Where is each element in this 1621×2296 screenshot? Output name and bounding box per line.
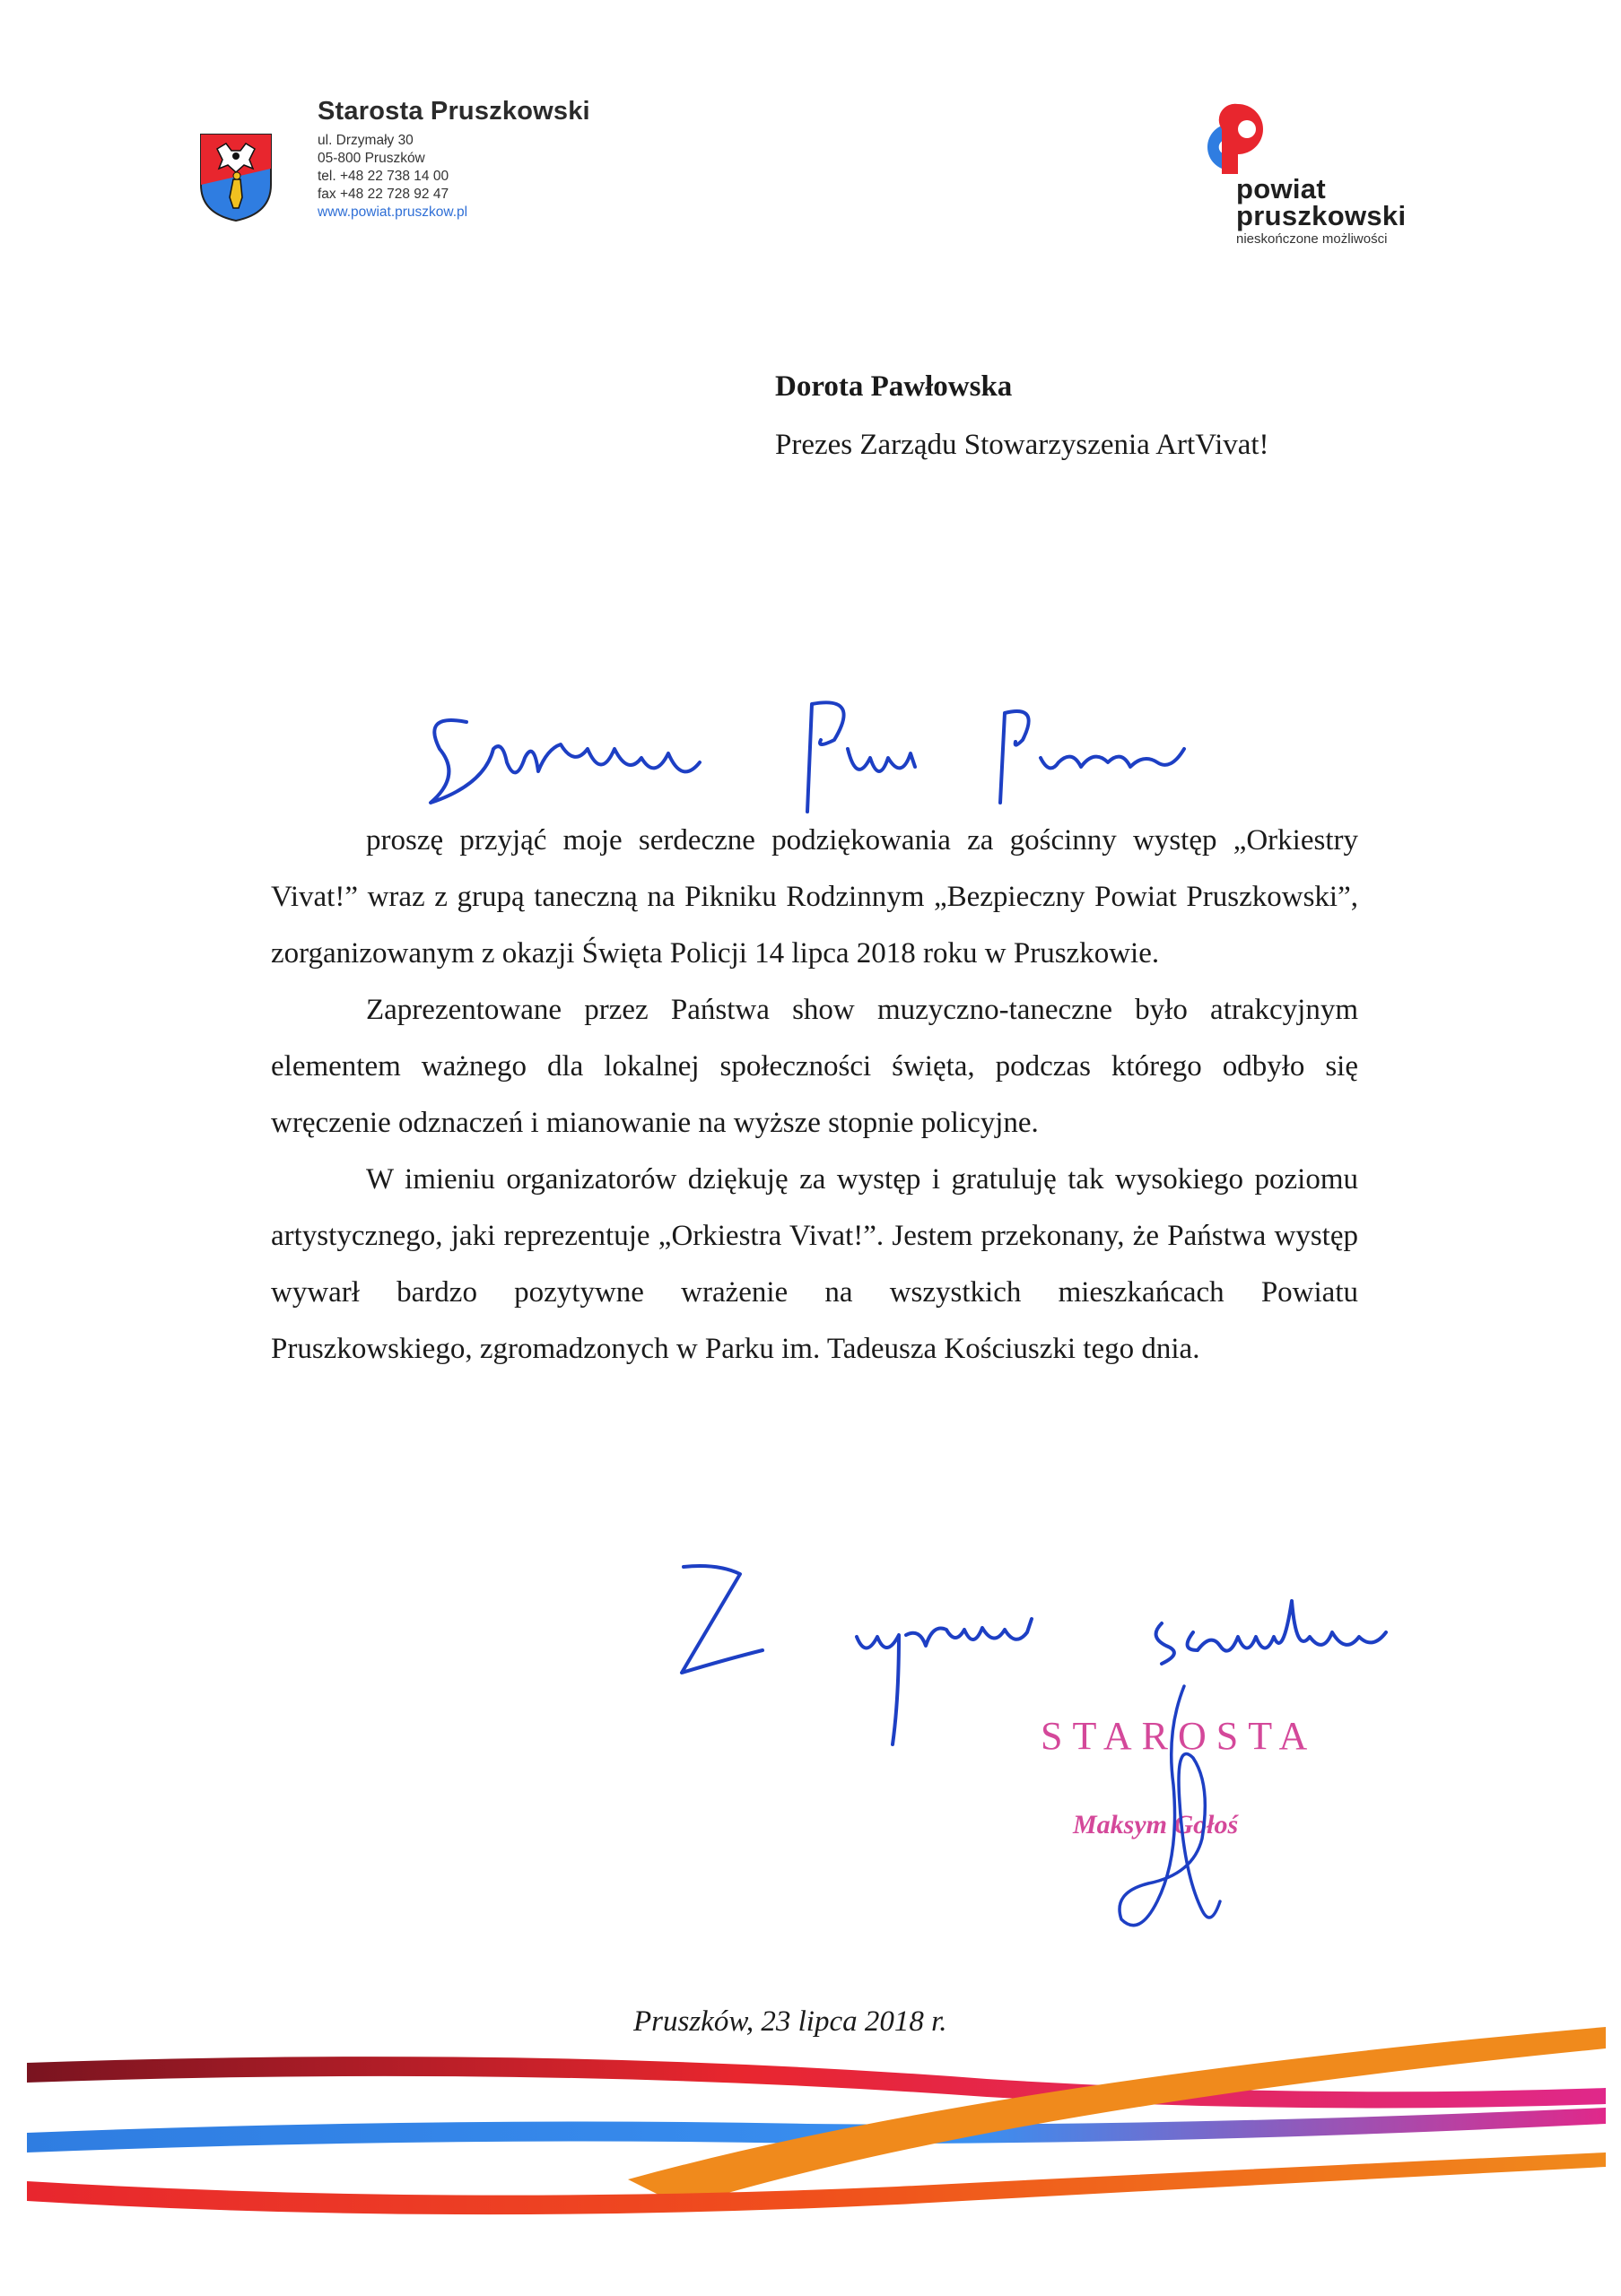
stamp-name: Maksym Gołoś xyxy=(1073,1810,1239,1839)
recipient-title: Prezes Zarządu Stowarzyszenia ArtVivat! xyxy=(775,429,1269,461)
coat-of-arms-icon xyxy=(199,133,273,222)
place-date: Pruszków, 23 lipca 2018 r. xyxy=(633,2005,947,2038)
stamp-title: STAROSTA xyxy=(1041,1714,1318,1758)
sender-postal: 05-800 Pruszków xyxy=(318,151,425,166)
sender-block xyxy=(318,97,590,222)
powiat-logo-icon xyxy=(1195,97,1294,178)
decorative-ribbons xyxy=(0,1973,1621,2296)
brand-line-1: powiat xyxy=(1236,173,1326,204)
body-paragraph-1: proszę przyjąć moje serdeczne podziękowania za gościnny występ „Orkiestry Vivat!” wraz z grupą taneczną na Pikniku Rodzinnym „Bezpieczny Powiat Pruszkowski”, zorganizowanym z okazji Święta Policji 14 lipca 2018 roku w Pruszkowie. xyxy=(271,824,1358,970)
letter-body xyxy=(271,813,1358,1378)
recipient-name: Dorota Pawłowska xyxy=(775,370,1013,403)
sender-street: ul. Drzymały 30 xyxy=(318,133,414,148)
brand-line-2: pruszkowski xyxy=(1236,200,1407,231)
sender-fax: fax +48 22 728 92 47 xyxy=(318,187,449,202)
sender-website-link[interactable]: www.powiat.pruszkow.pl xyxy=(318,204,468,220)
brand-wordmark xyxy=(1236,173,1407,247)
handwritten-signature xyxy=(1068,1677,1265,1946)
body-paragraph-2: Zaprezentowane przez Państwa show muzyczno-taneczne było atrakcyjnym elementem ważnego dla lokalnej społeczności święta, podczas którego odbyło się wręczenie odznaczeń i mianowanie na wyższe stopnie policyjne. xyxy=(271,994,1358,1139)
body-paragraph-3: W imieniu organizatorów dziękuję za występ i gratuluję tak wysokiego poziomu artystycznego, jaki reprezentuje „Orkiestra Vivat!”. Jestem przekonany, że Państwa występ wywarł bardzo pozytywne wrażenie na wszystkich mieszkańcach Powiatu Pruszkowskiego, zgromadzonych w Parku im. Tadeusza Kościuszki tego dnia. xyxy=(271,1163,1358,1365)
handwritten-salutation xyxy=(413,686,1202,821)
brand-tagline: nieskończone możliwości xyxy=(1236,231,1388,247)
sender-phone: tel. +48 22 738 14 00 xyxy=(318,169,449,184)
sender-name: Starosta Pruszkowski xyxy=(318,97,590,126)
